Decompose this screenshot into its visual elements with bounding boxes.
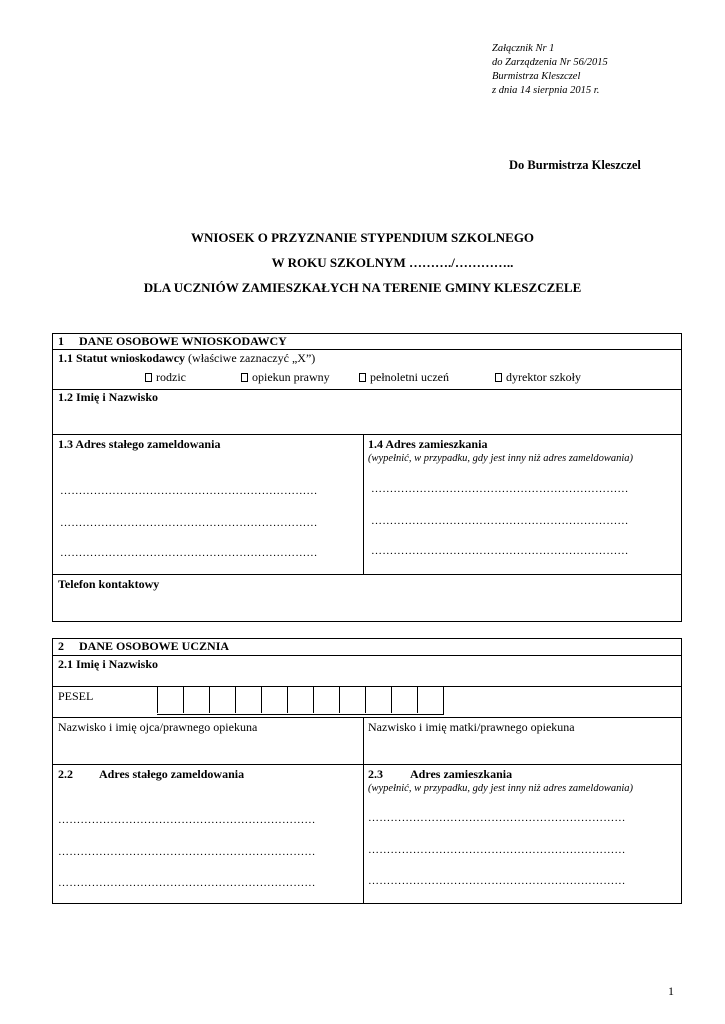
pesel-digit-box[interactable] bbox=[365, 687, 391, 713]
section-1-number: 1 bbox=[58, 334, 64, 348]
student-name-row[interactable] bbox=[53, 656, 681, 687]
student-perm-address-line-3[interactable]: …………………………………………………………… bbox=[58, 877, 316, 889]
student-address-row bbox=[53, 765, 681, 904]
student-residence-line-3[interactable]: …………………………………………………………… bbox=[368, 875, 626, 887]
pesel-row bbox=[53, 687, 681, 718]
student-residence-line-1[interactable]: …………………………………………………………… bbox=[368, 812, 626, 824]
perm-address-line-1[interactable]: …………………………………………………………… bbox=[60, 485, 318, 497]
option-principal[interactable] bbox=[495, 370, 581, 385]
attachment-line: Załącznik Nr 1 bbox=[492, 43, 555, 54]
section-applicant bbox=[52, 333, 682, 622]
student-residence-note: (wypełnić, w przypadku, gdy jest inny niż adres zameldowania) bbox=[368, 783, 633, 794]
checkbox-icon[interactable] bbox=[145, 373, 152, 382]
attachment-note bbox=[492, 42, 608, 98]
phone-label: Telefon kontaktowy bbox=[58, 577, 160, 591]
option-label: opiekun prawny bbox=[252, 370, 330, 384]
section-1-heading-row bbox=[53, 334, 681, 350]
perm-address-line-2[interactable]: …………………………………………………………… bbox=[60, 517, 318, 529]
option-parent[interactable] bbox=[145, 370, 186, 385]
title-line-1: WNIOSEK O PRZYZNANIE STYPENDIUM SZKOLNEGO bbox=[190, 230, 535, 245]
attachment-line: Burmistrza Kleszczel bbox=[492, 71, 581, 82]
page-number: 1 bbox=[668, 984, 674, 998]
pesel-digit-box[interactable] bbox=[235, 687, 261, 713]
column-divider bbox=[363, 765, 364, 904]
student-perm-address-line-1[interactable]: …………………………………………………………… bbox=[58, 814, 316, 826]
residence-line-1[interactable]: …………………………………………………………… bbox=[371, 483, 629, 495]
student-perm-address-number: 2.2 bbox=[58, 767, 73, 781]
pesel-digit-box[interactable] bbox=[417, 687, 443, 713]
option-adult-student[interactable] bbox=[359, 370, 449, 385]
title-line-3: DLA UCZNIÓW ZAMIESZKAŁYCH NA TERENIE GMINY KLESZCZELE bbox=[143, 280, 582, 295]
section-2-number: 2 bbox=[58, 639, 64, 653]
perm-address-line-3[interactable]: …………………………………………………………… bbox=[60, 547, 318, 559]
checkbox-icon[interactable] bbox=[495, 373, 502, 382]
phone-row[interactable] bbox=[53, 575, 681, 622]
option-label: rodzic bbox=[156, 370, 186, 384]
pesel-digit-box[interactable] bbox=[287, 687, 313, 713]
checkbox-icon[interactable] bbox=[241, 373, 248, 382]
pesel-digit-box[interactable] bbox=[157, 687, 183, 713]
addressee: Do Burmistrza Kleszczel bbox=[509, 158, 641, 172]
applicant-name-row[interactable] bbox=[53, 390, 681, 435]
column-divider bbox=[363, 718, 364, 764]
pesel-digit-box[interactable] bbox=[339, 687, 365, 713]
title-line-2: W ROKU SZKOLNYM ………./………….. bbox=[271, 255, 514, 270]
pesel-digit-box[interactable] bbox=[391, 687, 417, 713]
student-name-label: 2.1 Imię i Nazwisko bbox=[58, 657, 158, 671]
residence-line-3[interactable]: …………………………………………………………… bbox=[371, 545, 629, 557]
option-label: pełnoletni uczeń bbox=[370, 370, 449, 384]
attachment-line: z dnia 14 sierpnia 2015 r. bbox=[492, 85, 600, 96]
father-label[interactable]: Nazwisko i imię ojca/prawnego opiekuna bbox=[58, 720, 258, 734]
student-residence-line-2[interactable]: …………………………………………………………… bbox=[368, 844, 626, 856]
pesel-digit-box[interactable] bbox=[313, 687, 339, 713]
column-divider bbox=[363, 435, 364, 574]
option-guardian[interactable] bbox=[241, 370, 330, 385]
applicant-name-label: 1.2 Imię i Nazwisko bbox=[58, 390, 158, 404]
residence-note: (wypełnić, w przypadku, gdy jest inny niż adres zameldowania) bbox=[368, 453, 633, 464]
attachment-line: do Zarządzenia Nr 56/2015 bbox=[492, 57, 608, 68]
student-perm-address-line-2[interactable]: …………………………………………………………… bbox=[58, 846, 316, 858]
student-residence-label: Adres zamieszkania bbox=[410, 767, 513, 781]
pesel-digit-box[interactable] bbox=[209, 687, 235, 713]
pesel-label: PESEL bbox=[58, 689, 94, 703]
checkbox-icon[interactable] bbox=[359, 373, 366, 382]
applicant-address-row bbox=[53, 435, 681, 575]
mother-label[interactable]: Nazwisko i imię matki/prawnego opiekuna bbox=[368, 720, 575, 734]
section-2-heading: DANE OSOBOWE UCZNIA bbox=[79, 639, 230, 653]
option-label: dyrektor szkoły bbox=[506, 370, 581, 384]
status-label-main: 1.1 Statut wnioskodawcy bbox=[58, 351, 186, 365]
section-2-heading-row bbox=[53, 639, 681, 656]
status-label bbox=[58, 351, 315, 366]
perm-address-label: 1.3 Adres stałego zameldowania bbox=[58, 437, 221, 451]
section-student bbox=[52, 638, 682, 904]
pesel-boxes bbox=[157, 687, 444, 715]
section-1-heading: DANE OSOBOWE WNIOSKODAWCY bbox=[79, 334, 287, 348]
parents-row bbox=[53, 718, 681, 765]
student-residence-number: 2.3 bbox=[368, 767, 383, 781]
status-label-note: (właściwe zaznaczyć „X”) bbox=[185, 351, 316, 365]
residence-line-2[interactable]: …………………………………………………………… bbox=[371, 515, 629, 527]
residence-label: 1.4 Adres zamieszkania bbox=[368, 437, 488, 451]
student-perm-address-label: Adres stałego zameldowania bbox=[99, 767, 245, 781]
pesel-digit-box[interactable] bbox=[261, 687, 287, 713]
status-row bbox=[53, 350, 681, 390]
pesel-digit-box[interactable] bbox=[183, 687, 209, 713]
